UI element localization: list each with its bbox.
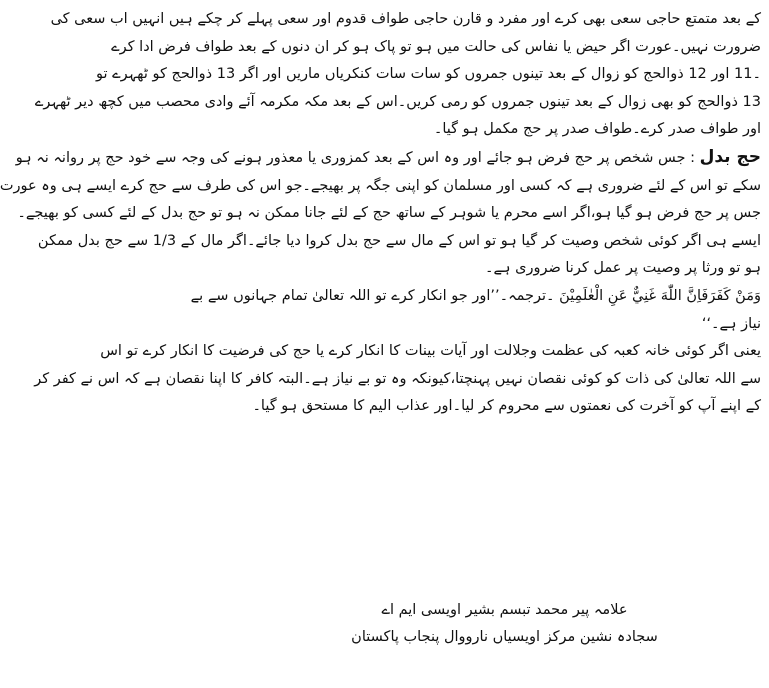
text-line: کے اپنے آپ کو آخرت کی نعمتوں سے محروم کر لیا۔اور عذاب الیم کا مستحق ہو گیا۔ [252,398,761,415]
text-line: کے بعد متمتع حاجی سعی بھی کرے اور مفرد و قارن حاجی طواف قدوم اور سعی پہلے کر چکے ہیں انہیں اب سعی کی [50,11,761,27]
text-line: 13 ذوالحج کو بھی زوال کے بعد تینوں جمروں کو رمی کریں۔اس کے بعد مکہ مکرمہ آئے وادی محصب میں کچھ دیر ٹھہرے [34,93,761,110]
quran-verse: وَمَنْ كَفَرَفَاِنَّ اللّٰهَ غَنِيٌّ عَنِ الْعٰلَمِيْنَ [559,287,761,304]
verse-translation: ۔ترجمہ۔’’اور جو انکار کرے تو اللہ تعالیٰ تمام جہانوں سے بے [190,287,555,304]
paragraph-rituals [34,6,761,144]
text-line: سے اللہ تعالیٰ کی ذات کو کوئی نقصان نہیں پہنچتا،کیونکہ وہ تو بے نیاز ہے۔البتہ کافر کا اپنا نقصان ہے کہ اس نے کفر کر [34,370,761,387]
paragraph-hajj-badal [0,144,761,283]
text-line: ایسے ہی اگر کوئی شخص وصیت کر گیا ہو تو اس کے مال سے حج بدل کروا دیا جائے۔اگر مال کے 1/3 سے حج بدل ممکن [37,232,761,249]
text-line: جس پر حج فرض ہو گیا ہو،اگر اسے محرم یا شوہر کے ساتھ حج کے لئے جانا ممکن نہ ہو تو حج بدل کے لئے کسی کو بھیجے۔ [17,205,761,222]
author-title: سجادہ نشین مرکز اویسیاں نارووال پنجاب پاکستان [351,629,658,645]
text-line [15,144,761,173]
text-line: ضرورت نہیں۔عورت اگر حیض یا نفاس کی حالت میں ہو تو پاک ہو کر ان دنوں کے بعد طواف فرض ادا کرے [111,38,761,55]
text-line: اور طواف صدر کرے۔طواف صدر پر حج مکمل ہو گیا۔ [433,121,761,138]
text-line [190,283,761,311]
text-line: ۔11 اور 12 ذوالحج کو زوال کے بعد تینوں جمروں کو سات سات کنکریاں ماریں اور اگر 13 ذوالحج کو ٹھہرے تو [96,66,761,83]
text-line: ہو تو ورثا پر وصیت پر عمل کرنا ضروری ہے۔ [485,260,761,277]
author-name: علامہ پیر محمد تبسم بشیر اویسی ایم اے [381,602,628,618]
text-line: سکے تو اس کے لئے ضروری ہے کہ کسی اور مسلمان کو اپنی جگہ پر بھیجے۔جو اس کی طرف سے حج کرے ایسے ہی وہ عورت [0,177,761,194]
section-text: : جس شخص پر حج فرض ہو جائے اور وہ اس کے بعد کمزوری یا معذور ہونے کی وجہ سے خود حج پر روانہ نہ ہو [15,149,695,166]
author-signature [240,597,769,651]
section-heading: حج بدل [699,146,761,167]
text-line: نیاز ہے۔‘‘ [701,315,761,332]
paragraph-denial [34,338,761,421]
text-line: یعنی اگر کوئی خانہ کعبہ کی عظمت وجلالت اور آیات بینات کا انکار کرے یا حج کی فرضیت کا انکار کرے تو اس [100,343,761,360]
paragraph-verse [190,283,761,338]
